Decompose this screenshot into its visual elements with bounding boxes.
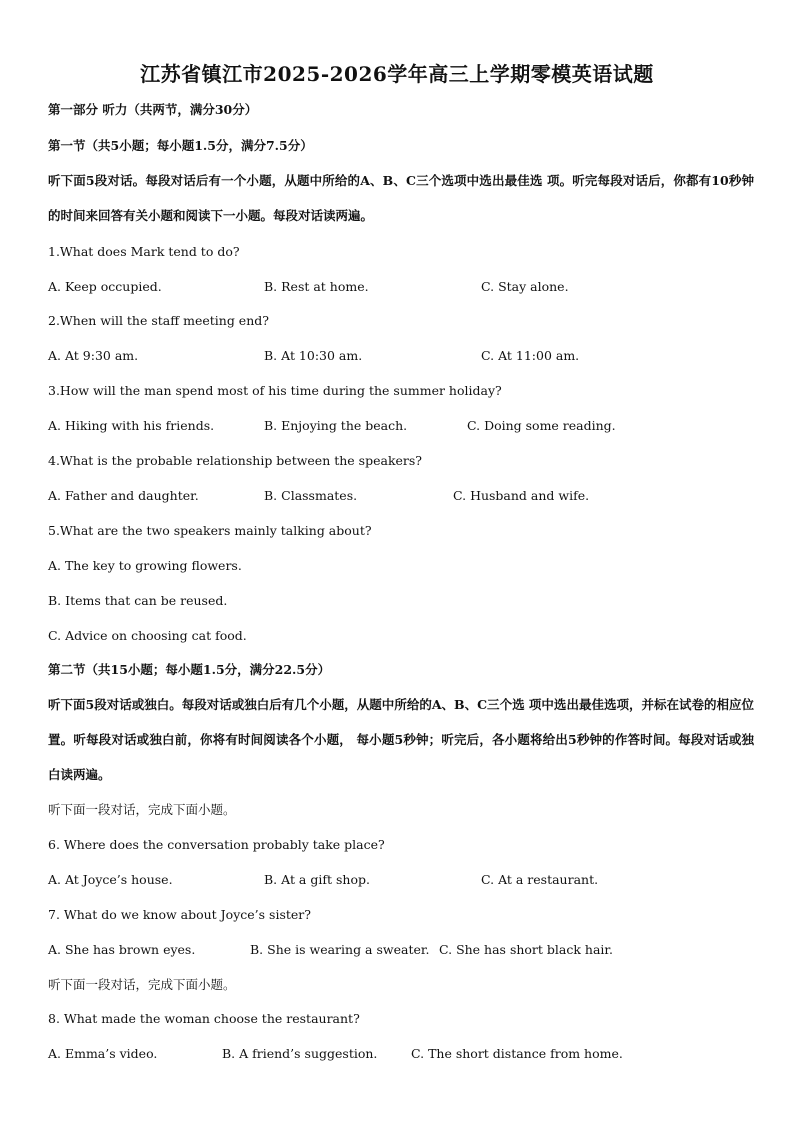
q7-option-b: B. She is wearing a sweater. <box>250 942 430 957</box>
q1-option-b: B. Rest at home. <box>264 279 369 294</box>
q8-option-a: A. Emma’s video. <box>48 1046 158 1061</box>
question-6: 6. Where does the conversation probably take place? <box>48 837 385 852</box>
exam-title: 江苏省镇江市2025-2026学年高三上学期零模英语试题 <box>140 62 654 86</box>
q4-option-b: B. Classmates. <box>264 488 358 503</box>
q3-option-b: B. Enjoying the beach. <box>264 418 408 433</box>
part1-heading: 第一部分 听力（共两节，满分30分） <box>48 102 258 117</box>
q5-option-a: A. The key to growing flowers. <box>48 558 242 573</box>
q8-option-c: C. The short distance from home. <box>411 1046 623 1061</box>
question-4: 4.What is the probable relationship between the speakers? <box>48 453 423 468</box>
q2-option-b: B. At 10:30 am. <box>264 348 363 363</box>
q6-option-c: C. At a restaurant. <box>481 872 599 887</box>
q3-option-c: C. Doing some reading. <box>467 418 616 433</box>
question-5: 5.What are the two speakers mainly talking about? <box>48 523 372 538</box>
question-3: 3.How will the man spend most of his time during the summer holiday? <box>48 383 502 398</box>
section2-heading: 第二节（共15小题；每小题1.5分，满分22.5分） <box>48 662 331 677</box>
q5-option-b: B. Items that can be reused. <box>48 593 228 608</box>
listen-prompt-2: 听下面一段对话，完成下面小题。 <box>48 977 236 992</box>
section2-instruction: 听下面5段对话或独白。每段对话或独白后有几个小题，从题中所给的A、B、C三个选 项中选出最佳选项，并标在试卷的相应位置。听每段对话或独白前，你将有时间阅读各个小题， 每小题5秒钟；听完后，各小题将给出5秒钟的作答时间。每段对话或独白读两遍。 <box>48 697 754 782</box>
q7-option-c: C. She has short black hair. <box>439 942 613 957</box>
q6-option-a: A. At Joyce’s house. <box>48 872 173 887</box>
listen-prompt-1: 听下面一段对话，完成下面小题。 <box>48 802 236 817</box>
q1-option-c: C. Stay alone. <box>481 279 569 294</box>
question-7: 7. What do we know about Joyce’s sister? <box>48 907 311 922</box>
q2-option-a: A. At 9:30 am. <box>48 348 139 363</box>
q3-option-a: A. Hiking with his friends. <box>48 418 215 433</box>
section1-heading: 第一节（共5小题；每小题1.5分，满分7.5分） <box>48 138 313 153</box>
q8-option-b: B. A friend’s suggestion. <box>222 1046 378 1061</box>
question-8: 8. What made the woman choose the restaurant? <box>48 1011 360 1026</box>
question-2: 2.When will the staff meeting end? <box>48 313 269 328</box>
q4-option-c: C. Husband and wife. <box>453 488 590 503</box>
q1-option-a: A. Keep occupied. <box>48 279 162 294</box>
section1-instruction: 听下面5段对话。每段对话后有一个小题，从题中所给的A、B、C三个选项中选出最佳选 项。听完每段对话后，你都有10秒钟的时间来回答有关小题和阅读下一小题。每段对话读两遍。 <box>48 173 754 223</box>
q2-option-c: C. At 11:00 am. <box>481 348 580 363</box>
question-1: 1.What does Mark tend to do? <box>48 244 240 259</box>
q5-option-c: C. Advice on choosing cat food. <box>48 628 247 643</box>
q4-option-a: A. Father and daughter. <box>48 488 199 503</box>
q7-option-a: A. She has brown eyes. <box>48 942 196 957</box>
q6-option-b: B. At a gift shop. <box>264 872 370 887</box>
